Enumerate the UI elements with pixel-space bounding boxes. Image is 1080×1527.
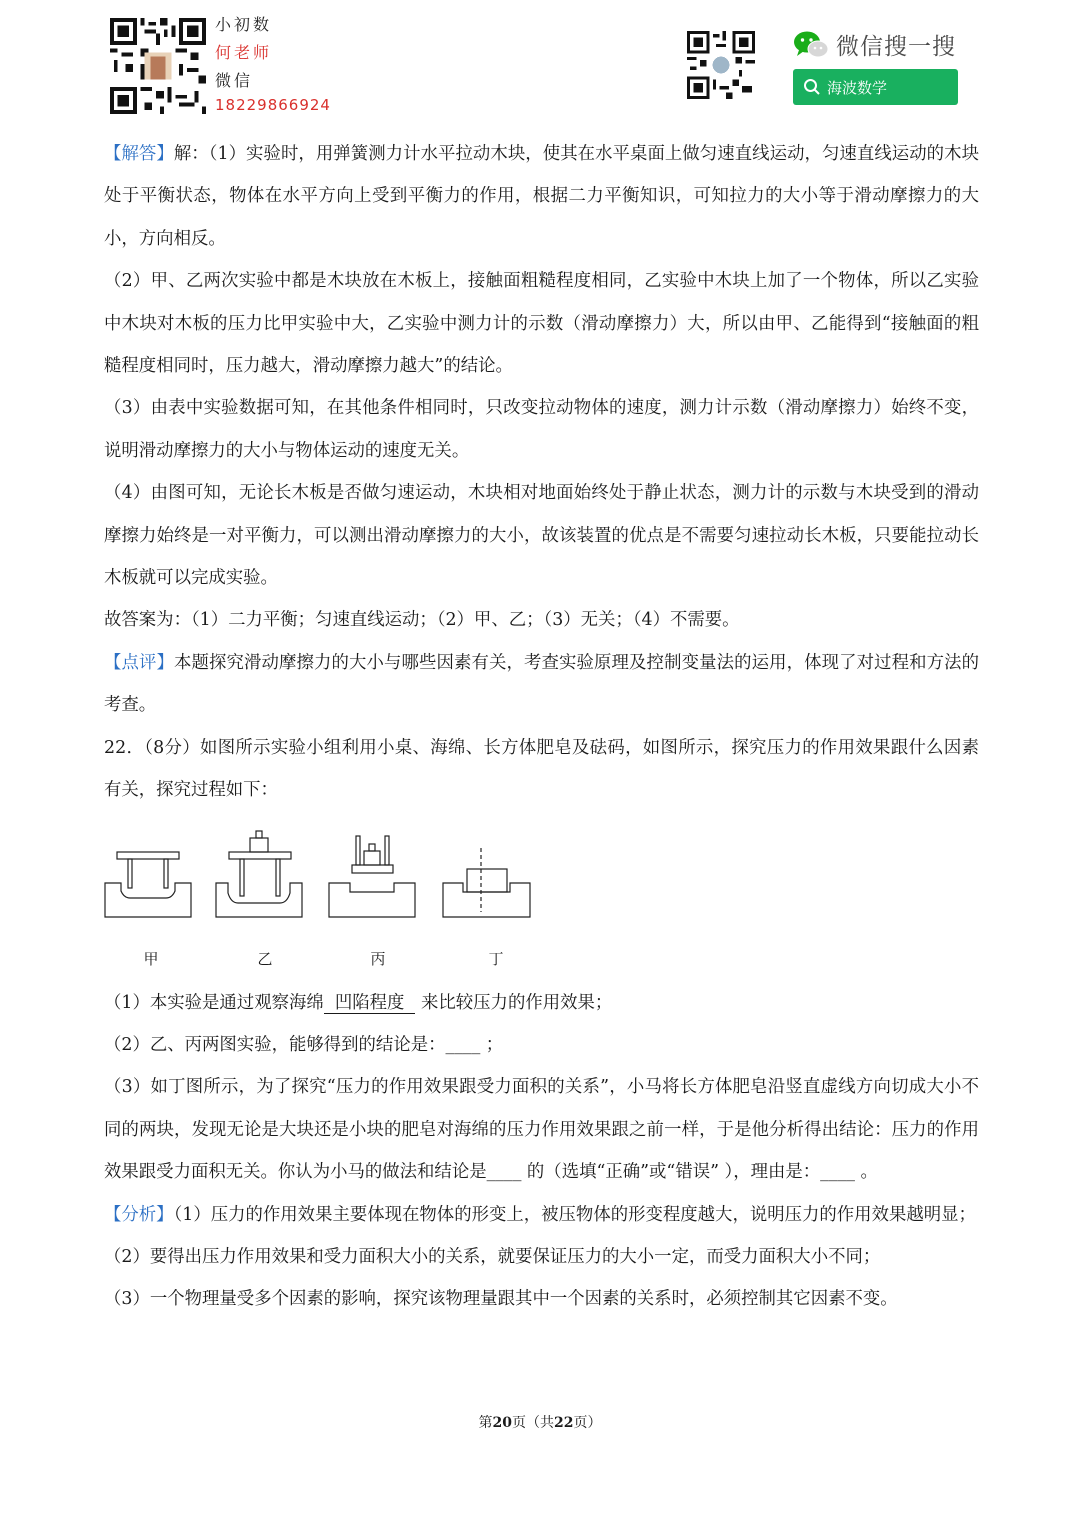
- search-label: 海波数学: [827, 78, 888, 97]
- qr-code-right: [687, 31, 755, 99]
- footer-text: 页（共: [512, 1415, 554, 1431]
- question-part-1: [104, 982, 979, 1024]
- q2-text: （2）乙、丙两图实验，能够得到的结论是：: [104, 1034, 446, 1055]
- handwriting-line-3: 微信: [215, 71, 254, 90]
- q1-text-end: 来比较压力的作用效果；: [415, 992, 613, 1013]
- q3-text-end: 。: [854, 1162, 878, 1183]
- q2-blank: ____: [445, 1034, 481, 1055]
- wechat-icon: [793, 30, 829, 60]
- figure-label-yi: 乙: [257, 949, 273, 968]
- answer-summary: 故答案为：（1）二力平衡；匀速直线运动；（2）甲、乙；（3）无关；（4）不需要。: [104, 610, 740, 631]
- q3-text: （3）如丁图所示，为了探究“压力的作用效果跟受力面积的关系”，小马将长方体肥皂沿竖直虚线方向切成大小不同的两块，发现无论是大块还是小块的肥皂对海绵的压力作用效果跟之前一样，于是他分析得出结论：压力的作用效果跟受力面积无关。你认为小马的做法和结论是: [104, 1077, 979, 1183]
- footer-text: 第: [478, 1415, 493, 1431]
- wechat-search-title: 微信搜一搜: [836, 34, 956, 60]
- figure-label-jia: 甲: [143, 949, 159, 968]
- handwriting-line-2: 何老师: [215, 43, 273, 62]
- question-22: 22．（8分）如图所示实验小组利用小桌、海绵、长方体肥皂及砝码，如图所示，探究压力的作用效果跟什么因素有关，探究过程如下：: [104, 737, 979, 801]
- paragraph-solution: [104, 133, 979, 260]
- comment-tag: 【点评】: [104, 652, 175, 673]
- figure-yi: [216, 831, 302, 917]
- page-number: 20: [492, 1415, 512, 1431]
- footer-text: 页）: [573, 1415, 602, 1431]
- q1-answer-text: 凹陷程度: [334, 992, 405, 1013]
- paragraph-2: （2）甲、乙两次实验中都是木块放在木板上，接触面粗糙程度相同，乙实验中木块上加了一个物体，所以乙实验中木块对木板的压力比甲实验中大，乙实验中测力计的示数（滑动摩擦力）大，所以由甲、乙能得到“接触面的粗糙程度相同时，压力越大，滑动摩擦力越大”的结论。: [104, 271, 979, 377]
- figure-ding: [443, 848, 530, 917]
- document-body: [104, 133, 979, 1321]
- figure-bing: [329, 836, 415, 917]
- paragraph-3: （3）由表中实验数据可知，在其他条件相同时，只改变拉动物体的速度，测力计示数（滑动摩擦力）始终不变，说明滑动摩擦力的大小与物体运动的速度无关。: [104, 398, 979, 461]
- analysis-2: （2）要得出压力作用效果和受力面积大小的关系，就要保证压力的大小一定，而受力面积大小不同；: [104, 1246, 881, 1267]
- analysis-3: （3）一个物理量受多个因素的影响，探究该物理量跟其中一个因素的关系时，必须控制其它因素不变。: [104, 1289, 898, 1310]
- page-total: 22: [554, 1415, 574, 1431]
- analysis-tag: 【分析】: [104, 1204, 174, 1225]
- experiment-figure: [104, 812, 979, 982]
- figure-jia: [105, 852, 191, 917]
- search-icon: [803, 78, 821, 96]
- qr-code-left: [110, 18, 206, 114]
- handwriting-line-1: 小初数: [215, 15, 273, 34]
- q3-text-mid: 的（选填“正确”或“错误” ），理由是：: [521, 1162, 821, 1183]
- page-footer: [0, 1412, 1080, 1432]
- paragraph-text: 解：（1）实验时，用弹簧测力计水平拉动木块，使其在水平桌面上做匀速直线运动，匀速直线运动的木块处于平衡状态，物体在水平方向上受到平衡力的作用，根据二力平衡知识，可知拉力的大小等于滑动摩擦力的大小，方向相反。: [104, 144, 979, 249]
- analysis-text: （1）压力的作用效果主要体现在物体的形变上，被压物体的形变程度越大，说明压力的作用效果越明显；: [173, 1204, 976, 1225]
- solution-tag: 【解答】: [104, 144, 174, 164]
- search-button[interactable]: [793, 69, 958, 105]
- paragraph-4: （4）由图可知，无论长木板是否做匀速运动，木块相对地面始终处于静止状态，测力计的示数与木块受到的滑动摩擦力始终是一对平衡力，可以测出滑动摩擦力的大小，故该装置的优点是不需要匀速拉动长木板，只要能拉动长木板就可以完成实验。: [104, 483, 979, 589]
- figure-label-bing: 丙: [370, 949, 386, 968]
- handwriting-phone: 18229866924: [215, 96, 331, 114]
- analysis-1: [104, 1194, 979, 1236]
- paragraph-text: 本题探究滑动摩擦力的大小与哪些因素有关，考查实验原理及控制变量法的运用，体现了对过程和方法的考查。: [104, 652, 979, 716]
- figure-label-ding: 丁: [488, 949, 504, 968]
- q1-answer: [324, 993, 416, 1014]
- q1-text: （1）本实验是通过观察海绵: [104, 992, 324, 1013]
- q3-blank-1: ____: [486, 1162, 522, 1183]
- question-part-2: [104, 1024, 979, 1066]
- q2-text-end: ；: [480, 1034, 504, 1055]
- paragraph-comment: [104, 642, 979, 727]
- q3-blank-2: ____: [820, 1162, 855, 1183]
- question-part-3: [104, 1066, 979, 1193]
